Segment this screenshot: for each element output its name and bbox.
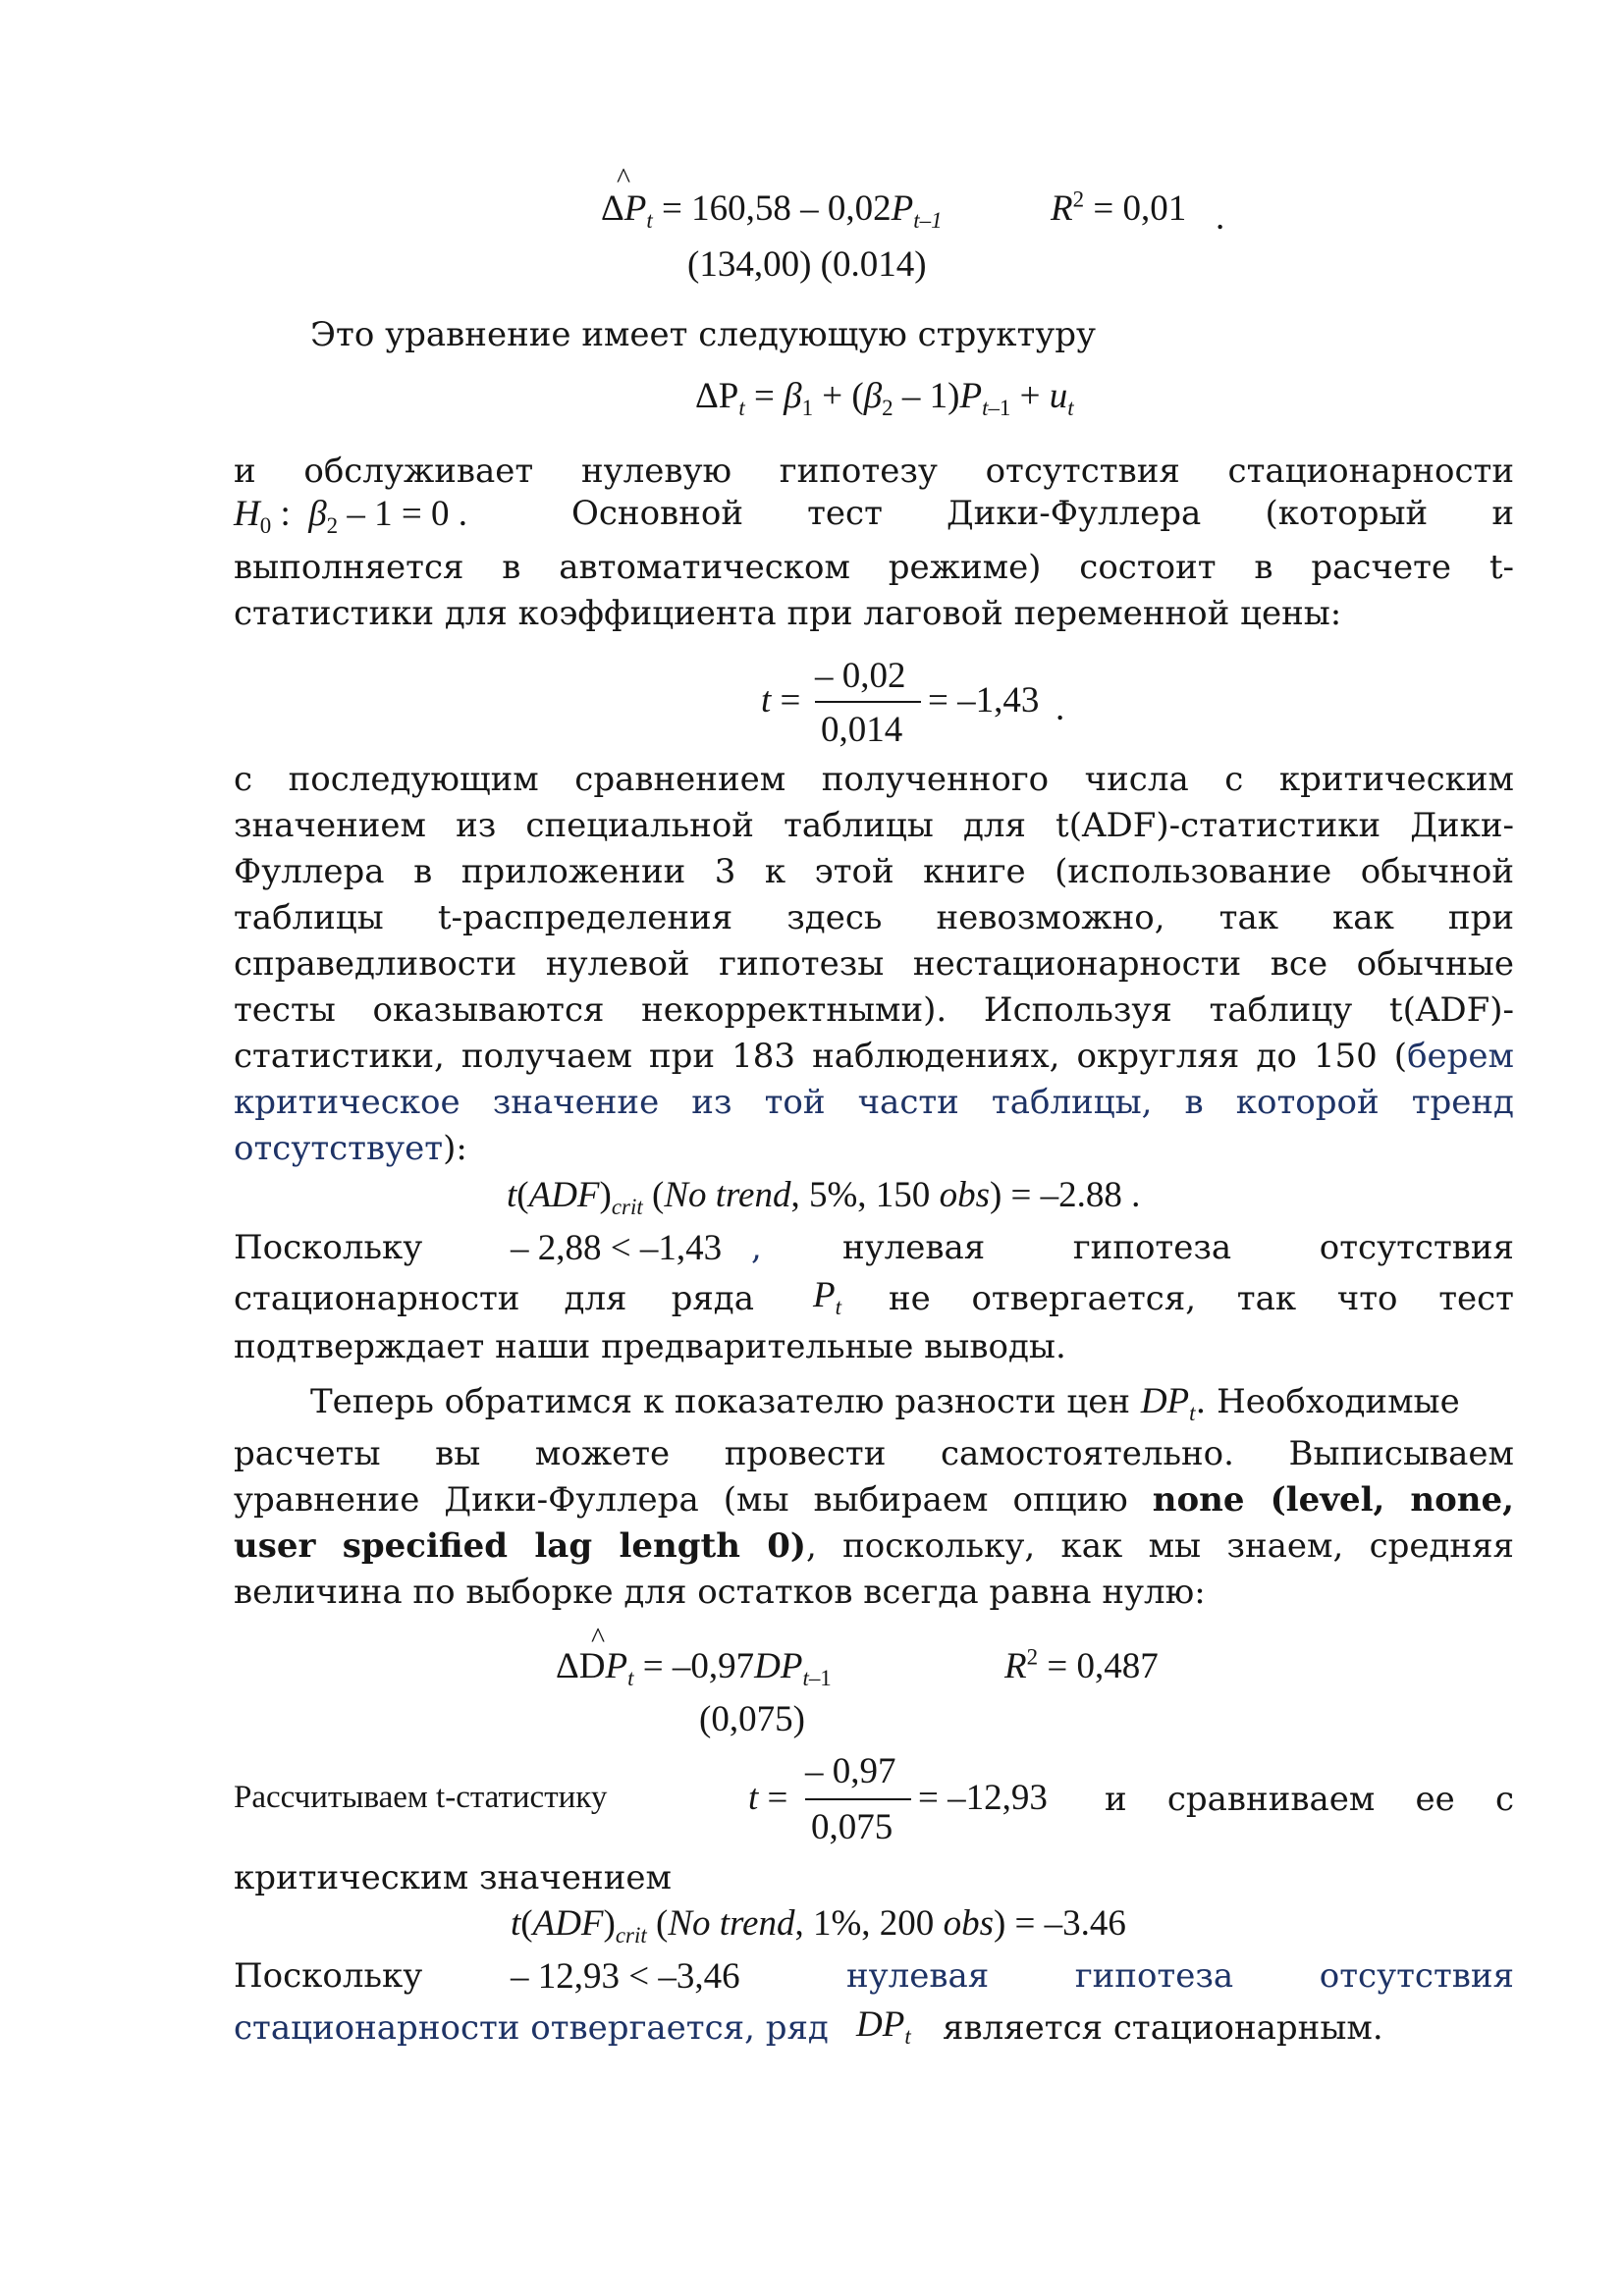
hat-symbol: ^ xyxy=(591,1622,606,1654)
inequality-math: – 12,93 < –3,46 xyxy=(511,1956,740,1997)
paragraph-line: тесты оказываются некорректными). Используя таблицу t(ADF)- xyxy=(234,990,1514,1030)
fraction-bar xyxy=(805,1798,911,1800)
paragraph-line: критическое значение из той части таблицы, в которой тренд xyxy=(234,1083,1514,1122)
paragraph-line: с последующим сравнением полученного числа с критическим xyxy=(234,760,1514,799)
paragraph-line: и обслуживает нулевую гипотезу отсутствия стационарности xyxy=(234,452,1514,491)
paragraph-line: расчеты вы можете провести самостоятельно. Выписываем xyxy=(234,1434,1514,1473)
paragraph-line: Фуллера в приложении 3 к этой книге (использование обычной xyxy=(234,852,1514,891)
paragraph-text: стационарности отвергается, ряд xyxy=(234,2008,829,2048)
paragraph-text: стационарности для ряда xyxy=(234,1279,754,1318)
paragraph-line: величина по выборке для остатков всегда равна нулю: xyxy=(234,1573,1206,1612)
paragraph-line: критическим значением xyxy=(234,1858,672,1897)
paragraph-text: Теперь обратимся к показателю разности цен $DP_t$. Необходимые xyxy=(310,1381,1460,1426)
paragraph-text: Поскольку xyxy=(234,1228,423,1267)
paragraph-line: статистики для коэффициента при лаговой переменной цены: xyxy=(234,594,1342,633)
paragraph-line: отсутствует): xyxy=(234,1129,467,1168)
delta-symbol: Δ xyxy=(601,188,624,229)
equation-critical-value-1: $t(ADF)_{crit}$ (No trend, 5%, 150 obs) = –2.88 . xyxy=(507,1175,1141,1220)
paragraph-line: user specified lag length 0), поскольку, как мы знаем, средняя xyxy=(234,1526,1514,1566)
series-variable: $DP_t$ xyxy=(856,2004,911,2050)
paragraph-text: нулевая гипотеза отсутствия xyxy=(842,1228,1514,1267)
equation-critical-value-2: $t(ADF)_{crit}$ (No trend, 1%, 200 obs) = –3.46 xyxy=(511,1903,1126,1949)
standard-errors: (0,075) xyxy=(699,1699,805,1739)
equation-structure: $\Delta P_t = \beta_1 + (\beta_2 - 1)P_{t-1} + u_t$ xyxy=(695,376,1074,421)
hypothesis-math: $H_0$ : $\beta_2 - 1 = 0$ . xyxy=(234,494,468,539)
standard-errors: (134,00) (0.014) xyxy=(687,244,927,285)
paragraph-text: не отвергается, так что тест xyxy=(889,1279,1514,1318)
paragraph-line: справедливости нулевой гипотезы нестационарности все обычные xyxy=(234,944,1514,984)
series-variable: $P_t$ xyxy=(813,1275,841,1320)
paragraph-text: нулевая гипотеза отсутствия xyxy=(846,1956,1514,1996)
paragraph-line: таблицы t-распределения здесь невозможно, так как при xyxy=(234,898,1514,937)
paragraph-line: Основной тест Дики-Фуллера (который и xyxy=(571,494,1514,533)
paragraph-text: является стационарным. xyxy=(943,2008,1383,2048)
document-page: ^ $\Delta P_t = 160,58 - 0,02P_{t-1}$ $R^2 = 0,01$ . (134,00) (0.014) Это уравнение имеет следующую структуру $\Delta P_t = \beta_1 + (\beta_2 - 1)P_{t-1} + u_t$ и обслуживает нулевую гипотезу отсутствия стационарности $H_0$ : $\beta_2 - 1 = 0$ . Основной тест Дики-Фуллера (который и выполняется в автоматическом режиме) состоит в расчете t- статистики для коэффициента при лаговой переменной цены: t = – 0,02 0,014 = –1,43 . с последующим сравнением полученного числа с критическим значением из специальной таблицы для t(ADF)-статистики Дики- Фуллера в приложении 3 к этой книге (использование обычной таблицы t-распределения здесь невозможно, так как при справедливости нулевой гипотезы нестационарности все обычные тесты оказываются некорректными). Используя таблицу t(ADF)- статистики, получаем при 183 наблюдениях, округляя до 150 (берем критическое значение из той части таблицы, в которой тренд отсутствует): $t(ADF)_{crit}$ (No trend, 5%, 150 obs) = –2.88 . Поскольку – 2,88 < –1,43 , нулевая гипотеза отсутствия стационарности для ряда $P_t$ не отвергается, так что тест подтверждает наши предварительные выводы. Теперь обратимся к показателю разности цен $DP_t$. Необходимые расчеты вы можете провести самостоятельно. Выписываем уравнение Дики-Фуллера (мы выбираем опцию none (level, none, user specified lag length 0), поскольку, как мы знаем, средняя величина по выборке для остатков всегда равна нулю: ^ $\Delta DP_t = -0,97DP_{t-1}$ $R^2 = 0,487$ (0,075) Рассчитываем t-статистику t = – 0,97 0,075 = –12,93 и сравниваем ее с критическим значением $t(ADF)_{crit}$ (No trend, 1%, 200 obs) = –3.46 Поскольку – 12,93 < –3,46 нулевая гипотеза отсутствия стационарности отвергается, ряд $DP_t$ является стационарным. xyxy=(234,162,1514,2050)
paragraph-line: уравнение Дики-Фуллера (мы выбираем опцию none (level, none, xyxy=(234,1480,1514,1520)
paragraph-text: Это уравнение имеет следующую структуру xyxy=(310,315,1097,354)
paragraph-line: выполняется в автоматическом режиме) состоит в расчете t- xyxy=(234,548,1514,587)
paragraph-text: Поскольку xyxy=(234,1956,423,1996)
paragraph-line: значением из специальной таблицы для t(ADF)-статистики Дики- xyxy=(234,806,1514,845)
inequality-math: – 2,88 < –1,43 xyxy=(511,1228,723,1268)
fraction-bar xyxy=(815,701,921,703)
hat-symbol: ^ xyxy=(617,162,631,194)
paragraph-line: подтверждает наши предварительные выводы. xyxy=(234,1327,1066,1366)
paragraph-line: статистики, получаем при 183 наблюдениях, округляя до 150 (берем xyxy=(234,1037,1514,1076)
